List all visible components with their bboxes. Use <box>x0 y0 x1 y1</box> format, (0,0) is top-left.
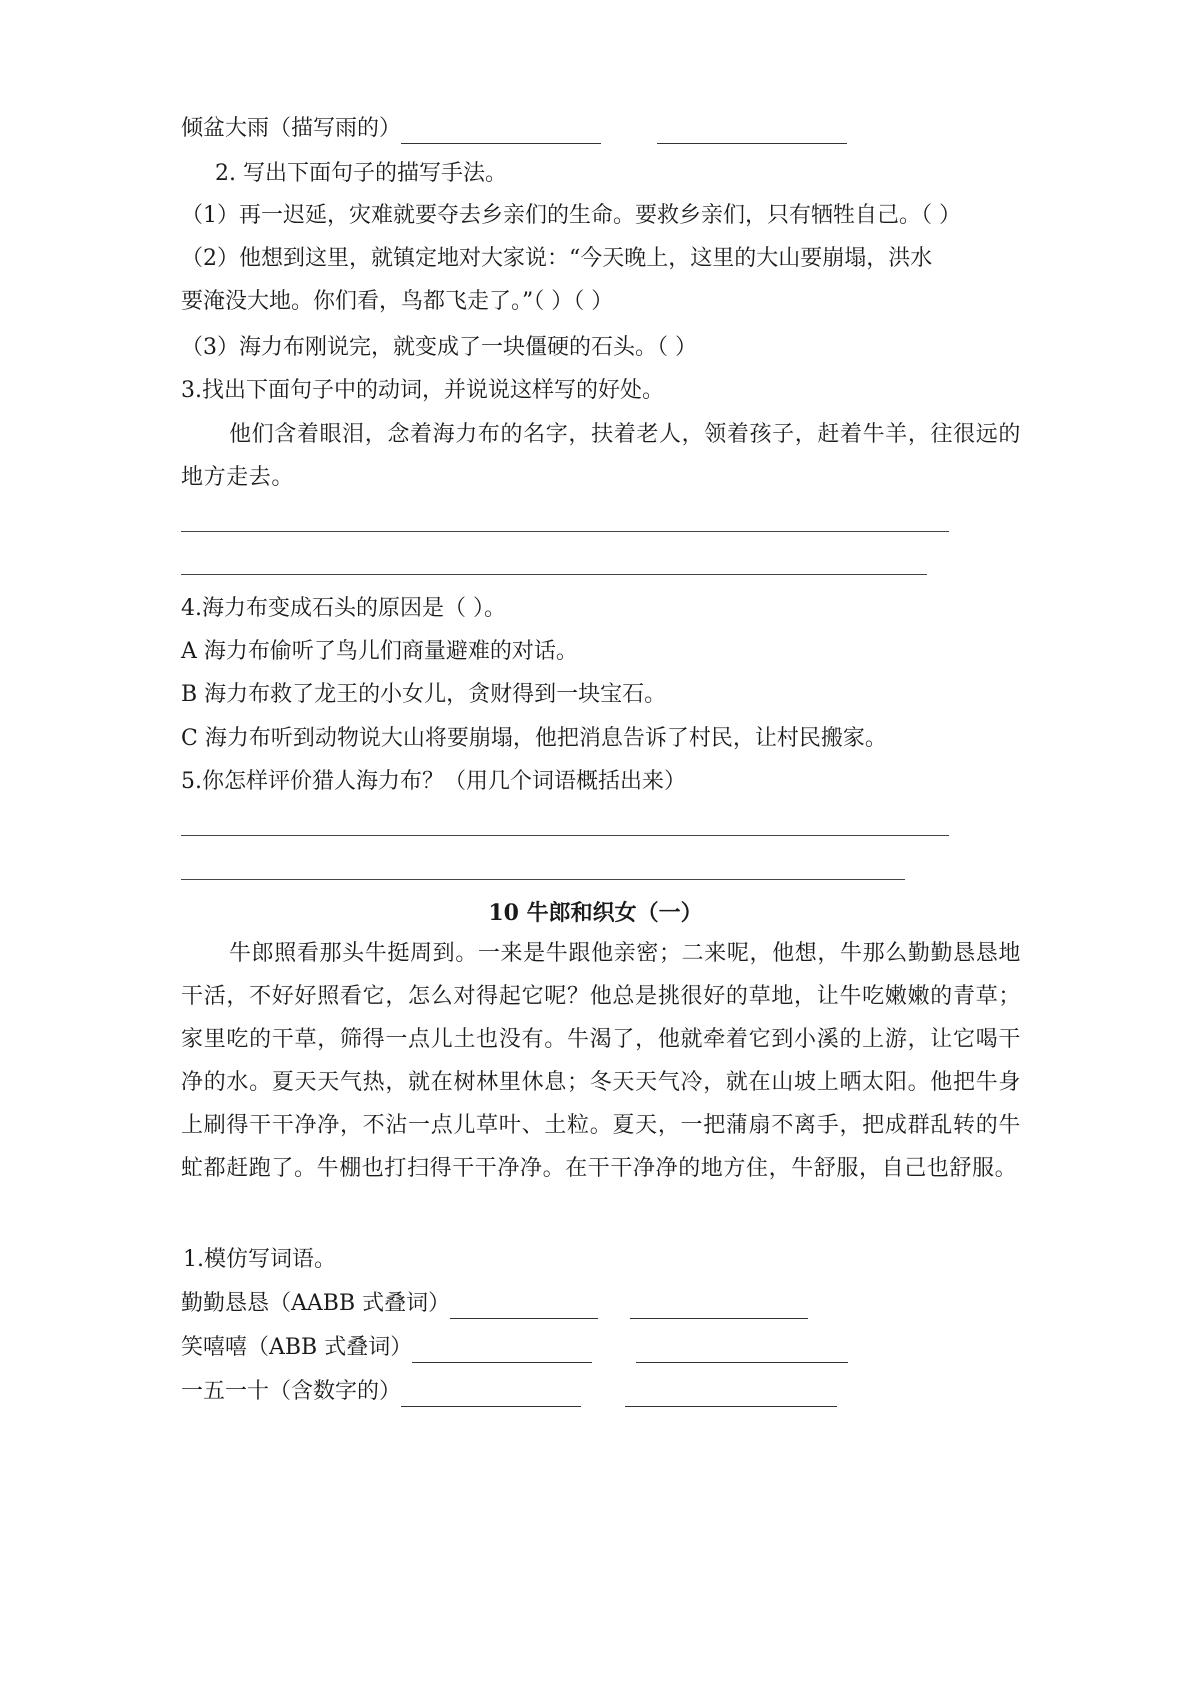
rain-word-line <box>181 114 847 144</box>
q2-item-2a: （2）他想到这里，就镇定地对大家说：“今天晚上，这里的大山要崩塌，洪水 <box>181 246 933 271</box>
answer-blank[interactable] <box>450 1296 598 1319</box>
answer-line[interactable] <box>181 531 949 532</box>
answer-blank[interactable] <box>636 1340 848 1363</box>
answer-blank[interactable] <box>630 1296 808 1319</box>
answer-blank[interactable] <box>401 1384 581 1407</box>
b-q1-title: 1.模仿写词语。 <box>183 1247 336 1272</box>
q2-item-1: （1）再一迟延，灾难就要夺去乡亲们的生命。要救乡亲们，只有牺牲自己。（ ） <box>181 203 961 228</box>
b-q1-item-3-label: 一五一十（含数字的） <box>181 1379 402 1404</box>
b-q1-item-3 <box>181 1377 837 1407</box>
passage: 牛郎照看那头牛挺周到。一来是牛跟他亲密；二来呢，他想，牛那么勤勤恳恳地干活，不好好照看它，怎么对得起它呢？他总是挑很好的草地，让牛吃嫩嫩的青草；家里吃的干草，筛得一点儿土也没有。牛渴了，他就牵着它到小溪的上游，让它喝干净的水。夏天天气热，就在树林里休息；冬天天气冷，就在山坡上晒太阳。他把牛身上刷得干干净净，不沾一点儿草叶、土粒。夏天，一把蒲扇不离手，把成群乱转的牛虻都赶跑了。牛棚也打扫得干干净净。在干干净净的地方住，牛舒服，自己也舒服。 <box>181 941 1021 1181</box>
q2-title: 2. 写出下面句子的描写手法。 <box>215 161 507 186</box>
q5-title: 5.你怎样评价猎人海力布？（用几个词语概括出来） <box>181 769 686 794</box>
q3-title: 3.找出下面句子中的动词，并说说这样写的好处。 <box>181 378 664 403</box>
b-q1-item-1-label: 勤勤恳恳（AABB 式叠词） <box>181 1291 451 1316</box>
answer-blank[interactable] <box>657 121 847 144</box>
answer-blank[interactable] <box>401 121 601 144</box>
q4-option-c: C 海力布听到动物说大山将要崩塌，他把消息告诉了村民，让村民搬家。 <box>181 726 887 751</box>
b-q1-item-2 <box>181 1333 848 1363</box>
q2-item-2b: 要淹没大地。你们看，鸟都飞走了。”（ ）（ ） <box>181 289 614 314</box>
answer-blank[interactable] <box>412 1340 592 1363</box>
q4-option-b: B 海力布救了龙王的小女儿，贪财得到一块宝石。 <box>181 682 667 707</box>
b-q1-item-1 <box>181 1289 808 1319</box>
q3-sentence: 他们含着眼泪，念着海力布的名字，扶着老人，领着孩子，赶着牛羊，往很远的地方走去。 <box>181 422 1021 490</box>
answer-blank[interactable] <box>625 1384 837 1407</box>
answer-line[interactable] <box>181 835 949 836</box>
b-q1-item-2-label: 笑嘻嘻（ABB 式叠词） <box>181 1335 413 1360</box>
answer-line[interactable] <box>181 574 927 575</box>
q4-title: 4.海力布变成石头的原因是（ ）。 <box>181 596 506 621</box>
rain-word-label: 倾盆大雨（描写雨的） <box>181 116 402 141</box>
q4-option-a: A 海力布偷听了鸟儿们商量避难的对话。 <box>181 639 578 664</box>
section-title: 10 牛郎和织女（一） <box>488 900 703 926</box>
q2-item-3: （3）海力布刚说完，就变成了一块僵硬的石头。（ ） <box>181 335 697 360</box>
answer-line[interactable] <box>181 879 905 880</box>
